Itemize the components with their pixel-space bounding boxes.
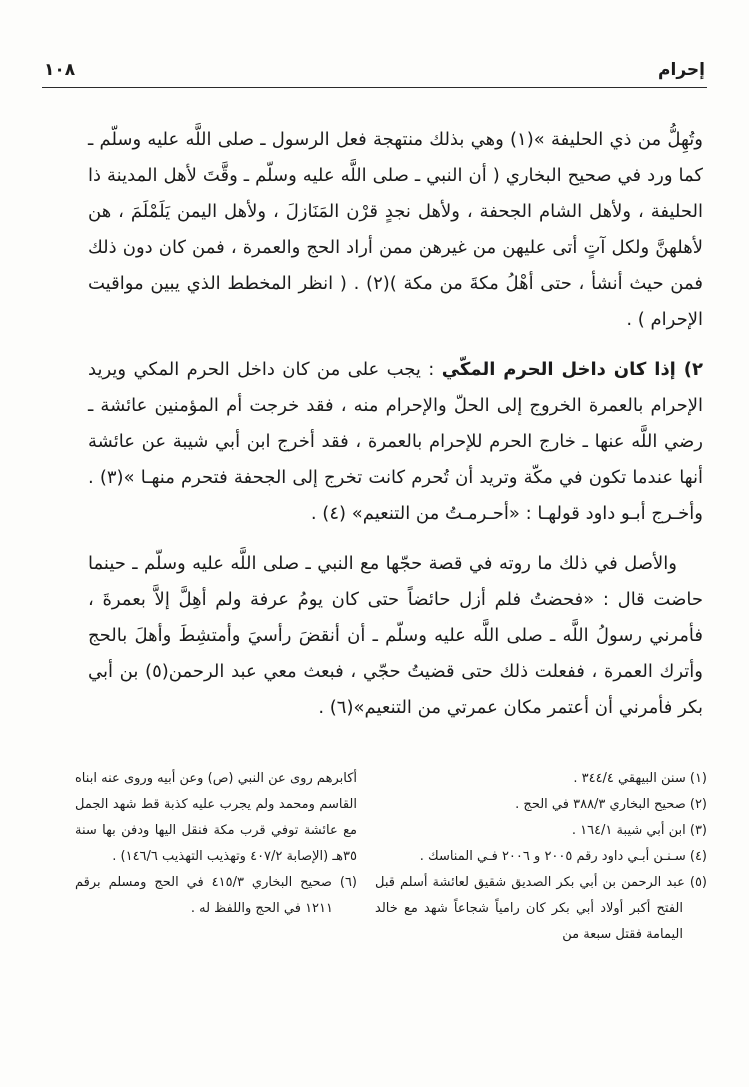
section-number: ٢)	[675, 359, 703, 380]
page-header	[42, 60, 707, 87]
footnotes-section	[42, 766, 707, 948]
footnotes-right-column	[375, 766, 707, 948]
paragraph-text: والأصل في ذلك ما روته في قصة حجّها مع النبي ـ صلى اللَّه عليه وسلّم ـ حينما حاضت قال : «فحضتُ فلم أزل حائضاً حتى كان يومُ عرفة ولم أهِلَّ إلاَّ بعمرةَ ، فأمرني رسولُ اللَّه ـ صلى اللَّه عليه وسلّم ـ أن أنقضَ رأسيَ وأمتشِطَ وأهلَ بالحج وأترك العمرة ، ففعلت ذلك حتى قضيتُ حجّي ، فبعث معي عبد الرحمن(٥) بن أبي بكر فأمرني أن أعتمر مكان عمرتي من التنعيم»(٦) .	[88, 553, 703, 718]
footnote-5: (٥) عبد الرحمن بن أبي بكر الصديق شقيق لعائشة أسلم قبل الفتح أكبر أولاد أبي بكر كان رامياً شجاعاً شهد مع خالد اليمامة فقتل سبعة من	[375, 875, 707, 942]
paragraph-text: : يجب على من كان داخل الحرم المكي ويريد الإحرام بالعمرة الخروج إلى الحلّ والإحرام منه ، فقد خرجت أم المؤمنين عائشة ـ رضي اللَّه عنها ـ خارج الحرم للإحرام بالعمرة ، فقد أخرج ابن أبي شيبة عن عائشة أنها عندما تكون في مكّة وتريد أن تُحرم كانت تخرج إلى الجحفة فتحرم منهـا »(٣) . وأخـرج أبـو داود قولهـا : «أحـرمـتُ من التنعيم» (٤) .	[88, 359, 703, 524]
body-paragraph-3	[88, 546, 703, 726]
footnote-6: (٦) صحيح البخاري ٤١٥/٣ في الحج ومسلم برقم ١٢١١ في الحج واللفظ له .	[75, 875, 357, 916]
header-rule	[42, 87, 707, 88]
body-paragraph-1	[88, 122, 703, 338]
footnote-3: (٣) ابن أبي شيبة ١٦٤/١ .	[571, 823, 707, 838]
footnote-2: (٢) صحيح البخاري ٣٨٨/٣ في الحج .	[515, 797, 707, 812]
chapter-title: إحرام	[658, 60, 705, 80]
body-paragraph-2	[88, 352, 703, 532]
footnotes-left-column	[75, 766, 357, 948]
footnote-5-continuation: أكابرهم روى عن النبي (ص) وعن أبيه وروى عنه ابناه القاسم ومحمد ولم يجرب عليه كذبة قط شهد الجمل مع عائشة توفي قرب مكة فنقل اليها ودفن بها سنة ٣٥هـ (الإصابة ٤٠٧/٢ وتهذيب التهذيب ١٤٦/٦) .	[75, 771, 357, 864]
page-number: ١٠٨	[44, 60, 76, 80]
footnote-4: (٤) سـنـن أبـي داود رقم ٢٠٠٥ و ٢٠٠٦ فـي المناسك .	[419, 849, 707, 864]
main-text	[88, 122, 703, 726]
footnote-1: (١) سنن البيهقي ٣٤٤/٤ .	[573, 771, 707, 786]
section-heading: إذا كان داخل الحرم المكّي	[441, 359, 676, 380]
paragraph-text: وتُهِلُّ من ذي الحليفة »(١) وهي بذلك منتهجة فعل الرسول ـ صلى اللَّه عليه وسلّم ـ كما ورد في صحيح البخاري ( أن النبي ـ صلى اللَّه عليه وسلّم ـ وقَّتَ لأهل المدينة ذا الحليفة ، ولأهل الشام الجحفة ، ولأهل نجدٍ قرْن المَنَازلَ ، ولأهل اليمن يَلَمْلَمَ ، هن لأهلهنَّ ولكل آتٍ أتى عليهن من غيرهن ممن أراد الحج والعمرة ، فمن كان دون ذلك فمن حيث أنشأ ، حتى أهْلُ مكةَ من مكة )(٢) . ( انظر المخطط الذي يبين مواقيت الإحرام ) .	[88, 129, 704, 330]
